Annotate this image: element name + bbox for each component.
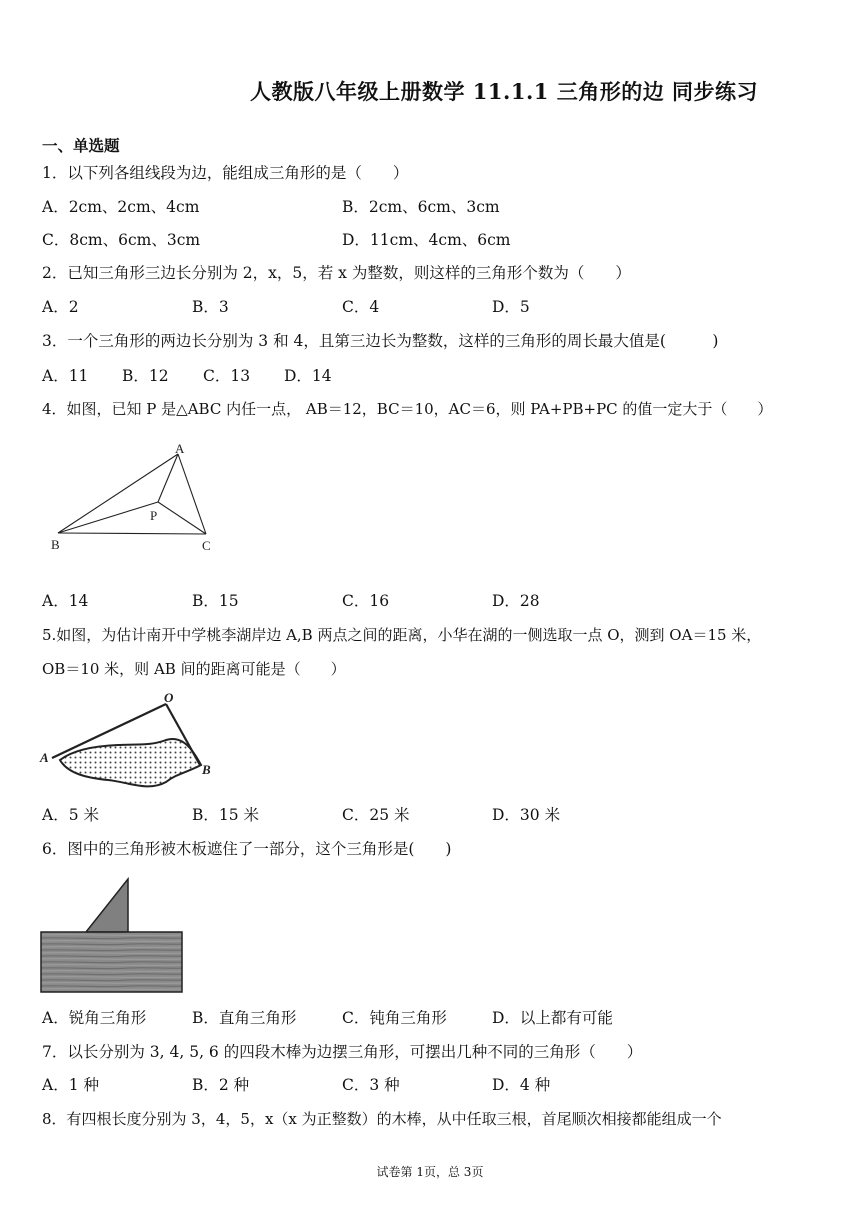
q6-option-c: C．钝角三角形 <box>342 1009 447 1027</box>
q3-option-d: D．14 <box>284 367 332 385</box>
q2-option-a: A．2 <box>42 298 79 316</box>
side-ab <box>58 454 178 533</box>
label-b: B <box>202 762 211 777</box>
q6-option-a: A．锐角三角形 <box>42 1009 147 1027</box>
q4-option-a: A．14 <box>42 592 89 610</box>
question-3-stem: 3．一个三角形的两边长分别为 3 和 4，且第三边长为整数，这样的三角形的周长最大值是( ) <box>42 332 719 350</box>
q5-option-d: D．30 米 <box>492 806 561 824</box>
q5-option-c: C．25 米 <box>342 806 410 824</box>
question-4-stem: 4．如图，已知 P 是△ABC 内任一点， AB＝12，BC＝10，AC＝6，则 PA+PB+PC 的值一定大于（ ） <box>42 400 773 418</box>
q7-option-b: B．2 种 <box>192 1076 250 1094</box>
label-a: A <box>175 441 185 456</box>
q3-option-b: B．12 <box>122 367 169 385</box>
q4-option-c: C．16 <box>342 592 390 610</box>
side-ac <box>178 454 206 534</box>
q3-option-c: C．13 <box>203 367 251 385</box>
q1-option-a: A．2cm、2cm、4cm <box>42 198 200 216</box>
q1-option-c: C．8cm、6cm、3cm <box>42 231 201 249</box>
wooden-board <box>41 932 182 992</box>
q5-option-a: A．5 米 <box>42 806 99 824</box>
q2-option-c: C．4 <box>342 298 380 316</box>
page-footer: 试卷第 1页，总 3页 <box>376 1165 484 1179</box>
section-heading: 一、单选题 <box>42 136 120 155</box>
question-5-stem-line-1: 5.如图，为估计南开中学桃李湖岸边 A,B 两点之间的距离，小华在湖的一侧选取一点 O，测到 OA＝15 米， <box>42 626 762 644</box>
q5-option-b: B．15 米 <box>192 806 260 824</box>
page-title: 人教版八年级上册数学 11.1.1 三角形的边 同步练习 <box>250 79 759 104</box>
label-b: B <box>51 537 60 552</box>
side-bc <box>58 533 206 534</box>
q2-option-b: B．3 <box>192 298 229 316</box>
label-p: P <box>150 508 158 523</box>
q3-option-a: A．11 <box>42 367 89 385</box>
label-o: O <box>164 690 174 705</box>
question-8-stem: 8．有四根长度分别为 3，4，5，x（x 为正整数）的木棒，从中任取三根，首尾顺次相接都能组成一个 <box>42 1110 722 1128</box>
segment-pc <box>158 502 206 534</box>
question-5-stem-line-2: OB＝10 米，则 AB 间的距离可能是（ ） <box>42 660 346 678</box>
board-triangle-figure <box>40 876 185 996</box>
q7-option-d: D．4 种 <box>492 1076 551 1094</box>
lake-figure <box>38 690 238 800</box>
question-7-stem: 7．以长分别为 3, 4, 5, 6 的四段木棒为边摆三角形，可摆出几种不同的三角形（ ） <box>42 1043 643 1061</box>
question-6-stem: 6．图中的三角形被木板遮住了一部分，这个三角形是( ) <box>42 840 452 858</box>
q6-option-b: B．直角三角形 <box>192 1009 297 1027</box>
q6-option-d: D．以上都有可能 <box>492 1009 613 1027</box>
triangle-abc-figure <box>44 440 224 558</box>
q7-option-a: A．1 种 <box>42 1076 99 1094</box>
label-c: C <box>202 538 211 553</box>
segment-pb <box>58 502 158 533</box>
question-2-stem: 2．已知三角形三边长分别为 2，x，5，若 x 为整数，则这样的三角形个数为（ ） <box>42 264 631 282</box>
q2-option-d: D．5 <box>492 298 530 316</box>
q4-option-b: B．15 <box>192 592 239 610</box>
q7-option-c: C．3 种 <box>342 1076 400 1094</box>
question-1-stem: 1．以下列各组线段为边，能组成三角形的是（ ） <box>42 164 409 182</box>
q1-option-d: D．11cm、4cm、6cm <box>342 231 511 249</box>
q4-option-d: D．28 <box>492 592 540 610</box>
q1-option-b: B．2cm、6cm、3cm <box>342 198 500 216</box>
label-a: A <box>40 750 49 765</box>
partial-triangle <box>86 879 128 932</box>
lake-shape <box>60 739 201 786</box>
